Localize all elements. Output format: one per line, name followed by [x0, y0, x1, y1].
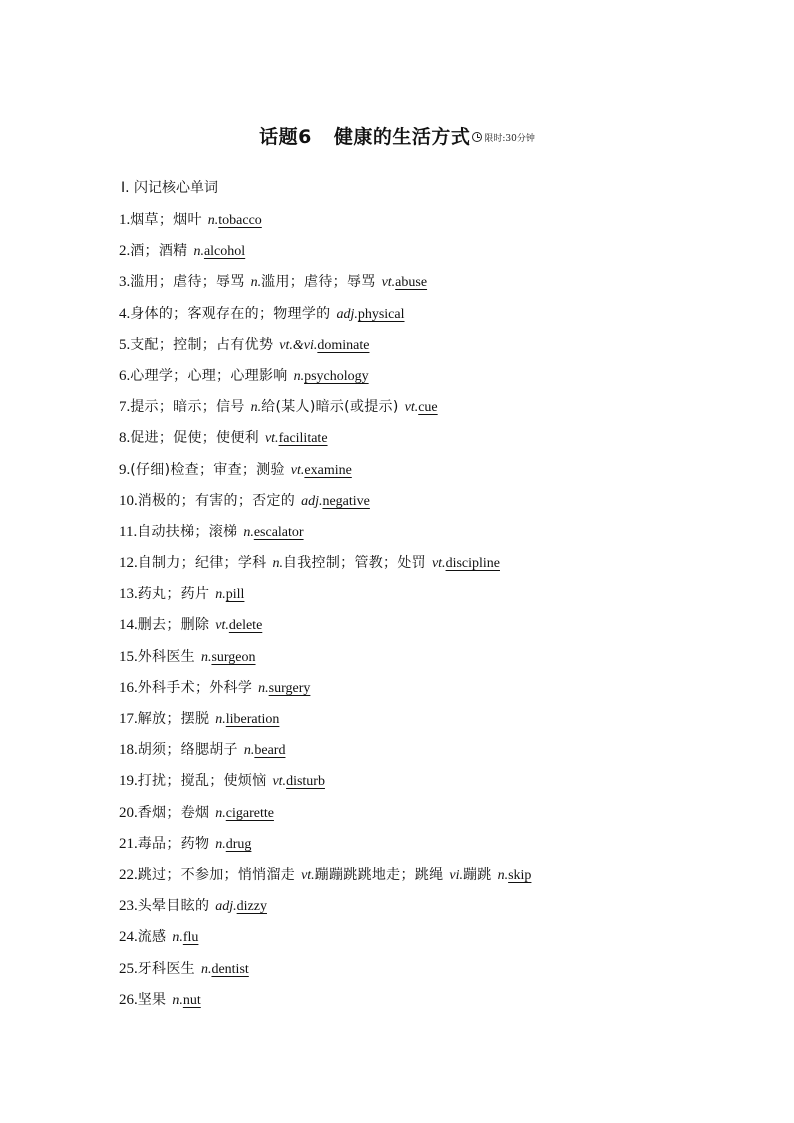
- list-item: 20.香烟；卷烟 n.cigarette: [119, 800, 535, 831]
- section-heading: Ⅰ. 闪记核心单词: [121, 180, 219, 196]
- list-item: 22.跳过；不参加；悄悄溜走 vt.蹦蹦跳跳地走；跳绳 vi.蹦跳 n.skip: [119, 862, 535, 893]
- answer-word: disturb: [286, 774, 325, 790]
- list-item: 9.(仔细)检查；审查；测验 vt.examine: [119, 457, 535, 488]
- list-item: 21.毒品；药物 n.drug: [119, 831, 535, 862]
- answer-word: tobacco: [218, 213, 262, 228]
- list-item: 1.烟草；烟叶 n.tobacco: [119, 207, 535, 238]
- list-item: 4.身体的；客观存在的；物理学的 adj.physical: [119, 301, 535, 332]
- answer-word: surgery: [268, 680, 311, 696]
- answer-word: physical: [357, 306, 405, 322]
- answer-word: pill: [225, 587, 245, 603]
- list-item: 14.删去；删除 vt.delete: [119, 612, 535, 643]
- answer-word: flu: [182, 930, 199, 946]
- list-item: 6.心理学；心理；心理影响 n.psychology: [119, 363, 535, 394]
- answer-word: psychology: [304, 368, 369, 384]
- answer-word: examine: [304, 462, 352, 478]
- clock-icon: [472, 132, 482, 142]
- answer-word: drug: [225, 836, 252, 852]
- answer-word: liberation: [225, 712, 280, 727]
- answer-word: facilitate: [278, 431, 328, 447]
- list-item: 26.坚果 n.nut: [119, 987, 535, 1018]
- answer-word: negative: [322, 493, 370, 509]
- answer-word: beard: [254, 743, 286, 759]
- list-item: 2.酒；酒精 n.alcohol: [119, 238, 535, 269]
- answer-word: nut: [182, 992, 201, 1008]
- answer-word: skip: [508, 867, 532, 883]
- list-item: 8.促进；促使；使便利 vt.facilitate: [119, 425, 535, 456]
- list-item: 5.支配；控制；占有优势 vt.&vi.dominate: [119, 332, 535, 363]
- page-title: [0, 122, 794, 149]
- answer-word: abuse: [395, 275, 428, 291]
- answer-word: alcohol: [203, 244, 246, 260]
- list-item: 15.外科医生 n.surgeon: [119, 644, 535, 675]
- list-item: 18.胡须；络腮胡子 n.beard: [119, 737, 535, 768]
- list-item: 24.流感 n.flu: [119, 924, 535, 955]
- list-item: 7.提示；暗示；信号 n.给(某人)暗示(或提示) vt.cue: [119, 394, 535, 425]
- answer-word: delete: [228, 618, 263, 634]
- time-limit: [472, 131, 535, 144]
- answer-word: escalator: [253, 524, 304, 540]
- list-item: 16.外科手术；外科学 n.surgery: [119, 675, 535, 706]
- topic-number: 话题6: [259, 126, 312, 148]
- list-item: 23.头晕目眩的 adj.dizzy: [119, 893, 535, 924]
- answer-word: cue: [418, 400, 438, 416]
- vocab-list: [119, 207, 535, 1018]
- list-item: 3.滥用；虐待；辱骂 n.滥用；虐待；辱骂 vt.abuse: [119, 269, 535, 300]
- time-limit-text: 限时:30分钟: [484, 134, 535, 144]
- answer-word: cigarette: [225, 805, 274, 821]
- answer-word: dizzy: [236, 899, 267, 915]
- list-item: 19.打扰；搅乱；使烦恼 vt.disturb: [119, 768, 535, 799]
- list-item: 10.消极的；有害的；否定的 adj.negative: [119, 488, 535, 519]
- list-item: 25.牙科医生 n.dentist: [119, 956, 535, 987]
- list-item: 17.解放；摆脱 n.liberation: [119, 706, 535, 737]
- topic-title: 健康的生活方式: [333, 126, 471, 148]
- list-item: 11.自动扶梯；滚梯 n.escalator: [119, 519, 535, 550]
- answer-word: discipline: [445, 556, 500, 572]
- list-item: 13.药丸；药片 n.pill: [119, 581, 535, 612]
- answer-word: dentist: [211, 961, 249, 977]
- list-item: 12.自制力；纪律；学科 n.自我控制；管教；处罚 vt.discipline: [119, 550, 535, 581]
- answer-word: surgeon: [211, 649, 256, 665]
- answer-word: dominate: [317, 337, 370, 353]
